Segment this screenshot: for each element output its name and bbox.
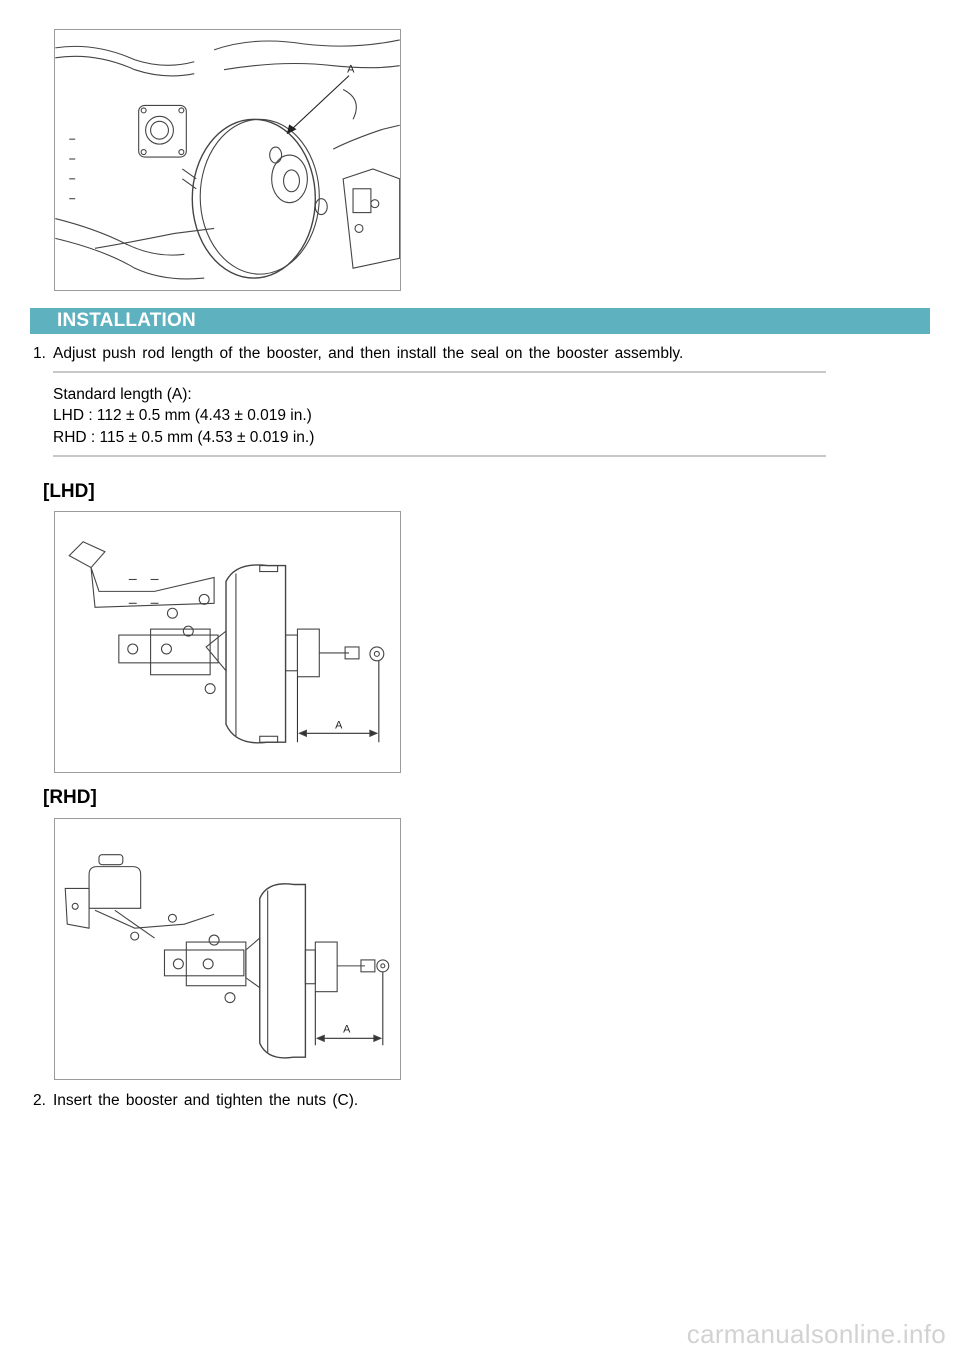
spec-rule-top xyxy=(53,371,826,373)
spec-lhd-value: LHD : 112 ± 0.5 mm (4.43 ± 0.019 in.) xyxy=(53,407,312,424)
dimension-label: A xyxy=(343,1023,351,1036)
step-text: Adjust push rod length of the booster, and then install the seal on the booster assembly. xyxy=(53,345,684,362)
step-number: 1. xyxy=(33,345,46,362)
step-text: Insert the booster and tighten the nuts (C). xyxy=(53,1092,359,1109)
spec-rule-bottom xyxy=(53,455,826,457)
dimension-label: A xyxy=(335,719,343,732)
step-number: 2. xyxy=(33,1092,46,1109)
lhd-booster-figure xyxy=(54,511,401,773)
lhd-heading: [LHD] xyxy=(43,481,95,502)
rhd-booster-figure xyxy=(54,818,401,1080)
lhd-booster-illustration xyxy=(55,512,400,772)
section-title-installation: INSTALLATION xyxy=(30,308,930,334)
rhd-heading: [RHD] xyxy=(43,787,97,808)
watermark: carmanualsonline.info xyxy=(686,1319,946,1349)
callout-label: A xyxy=(347,63,355,76)
spec-title: Standard length (A): xyxy=(53,386,192,403)
booster-removal-illustration xyxy=(55,30,400,290)
booster-removal-figure xyxy=(54,29,401,291)
spec-rhd-value: RHD : 115 ± 0.5 mm (4.53 ± 0.019 in.) xyxy=(53,429,315,446)
rhd-booster-illustration xyxy=(55,819,400,1079)
